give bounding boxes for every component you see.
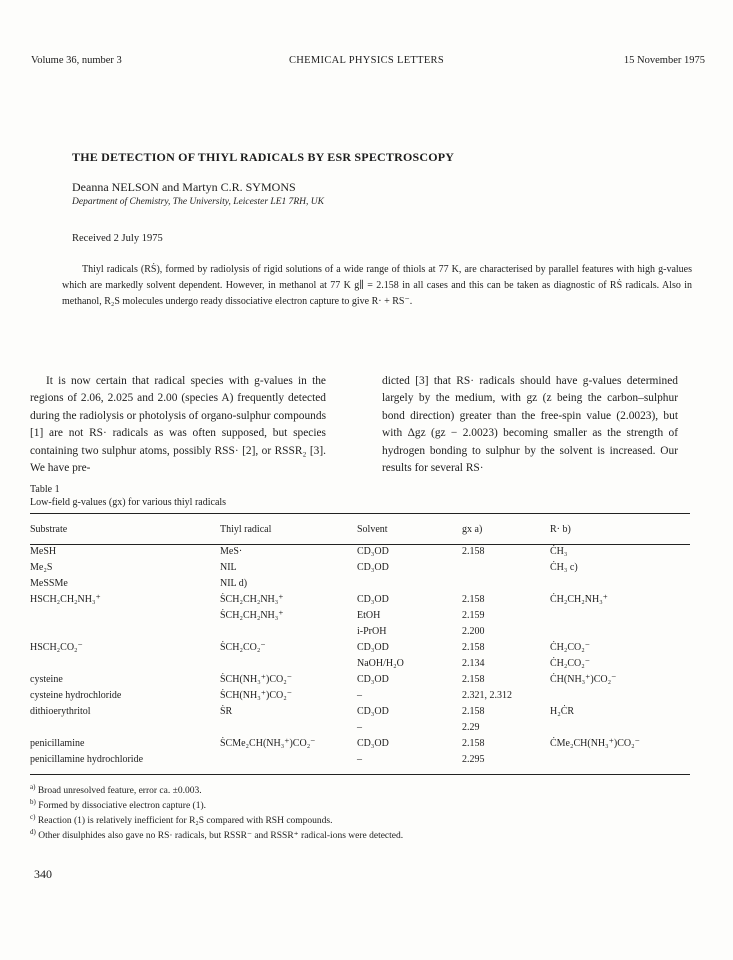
table-cell-solvent: – [357, 754, 362, 765]
table-cell-substrate: cysteine hydrochloride [30, 690, 122, 701]
table-cell-gx-value [462, 560, 550, 576]
footnote-text: Broad unresolved feature, error ca. ±0.003. [37, 786, 202, 797]
table-cell-thiyl-radical: MeS· [220, 546, 243, 557]
table-cell-r-radical: ĊH₂CO₂⁻ [550, 642, 591, 653]
table-cell-gx-value: 2.158 [462, 706, 485, 717]
table-cell-gx-value: 2.158 [462, 674, 485, 685]
table-cell-gx-value [462, 576, 550, 592]
table-row [30, 560, 690, 576]
column-header-solvent: Solvent [357, 523, 388, 535]
table-cell-thiyl-radical: ṠCH₂CH₂NH₃⁺ [220, 594, 284, 605]
footnote-text: Formed by dissociative electron capture (1). [38, 801, 206, 812]
table-row [30, 608, 690, 624]
column-header-gx: gx a) [462, 523, 483, 535]
table-cell-r-radical: ĊH₂CH₂NH₃⁺ [550, 594, 608, 605]
table-row [30, 576, 690, 592]
table-cell-solvent: CD₃OD [357, 738, 389, 749]
table-cell-substrate: MeSH [30, 546, 57, 557]
table-cell-gx-value: 2.295 [462, 754, 485, 765]
footnote-text: Reaction (1) is relatively inefficient for R₂S compared with RSH compounds. [37, 816, 333, 827]
table-row [30, 720, 690, 736]
table-caption: Low-field g-values (gx) for various thiyl radicals [30, 497, 227, 508]
article-authors: Deanna NELSON and Martyn C.R. SYMONS [72, 180, 296, 194]
table-cell-thiyl-radical: NIL [220, 562, 237, 573]
table-row [30, 752, 690, 768]
table-cell-substrate: penicillamine hydrochloride [30, 754, 144, 765]
table-row [30, 592, 690, 608]
g-values-table [30, 514, 690, 768]
issue-date: 15 November 1975 [623, 55, 705, 66]
table-row [30, 544, 690, 560]
table-cell-r-radical: H₂ĊR [550, 706, 575, 717]
table-cell-gx-value: 2.134 [462, 658, 485, 669]
table-cell-gx-value: 2.321, 2.312 [462, 690, 512, 701]
table-header-row [30, 514, 690, 544]
table-cell-gx-value: 2.200 [462, 626, 485, 637]
table-cell-solvent: EtOH [357, 610, 381, 621]
table-cell-substrate [30, 656, 220, 672]
table-cell-thiyl-radical: NIL d) [220, 578, 248, 589]
volume-label: Volume 36, number 3 [31, 55, 122, 66]
table-row [30, 736, 690, 752]
table-cell-substrate [30, 624, 220, 640]
table-row [30, 656, 690, 672]
author-affiliation: Department of Chemistry, The University, Leicester LE1 7RH, UK [72, 197, 324, 207]
table-cell-substrate: dithioerythritol [30, 706, 91, 717]
table-cell-r-radical: ĊH₃ c) [550, 562, 578, 573]
table-cell-r-radical [550, 688, 690, 704]
table-cell-solvent: CD₃OD [357, 674, 389, 685]
table-row [30, 672, 690, 688]
column-header-thiyl-radical: Thiyl radical [220, 523, 272, 535]
table-cell-solvent: CD₃OD [357, 546, 389, 557]
column-header-substrate: Substrate [30, 523, 68, 535]
table-row [30, 688, 690, 704]
table-cell-solvent: i-PrOH [357, 626, 387, 637]
table-cell-substrate: penicillamine [30, 738, 85, 749]
table-cell-r-radical [550, 624, 690, 640]
table-cell-r-radical: ĊH₂CO₂⁻ [550, 658, 591, 669]
table-cell-r-radical [550, 720, 690, 736]
table-cell-gx-value: 2.159 [462, 610, 485, 621]
table-cell-solvent: NaOH/H₂O [357, 658, 404, 669]
footnote [30, 782, 403, 797]
table-cell-thiyl-radical [220, 752, 357, 768]
table-cell-solvent: CD₃OD [357, 594, 389, 605]
table-cell-substrate [30, 720, 220, 736]
table-cell-solvent: CD₃OD [357, 642, 389, 653]
table-cell-substrate: MeSSMe [30, 578, 68, 589]
received-date: Received 2 July 1975 [72, 233, 163, 244]
table-cell-substrate [30, 608, 220, 624]
table-cell-r-radical: ĊMe₂CH(NH₃⁺)CO₂⁻ [550, 738, 640, 749]
footnote-mark: d) [30, 828, 36, 837]
column-header-r-radical: R· b) [550, 523, 571, 535]
table-cell-gx-value: 2.158 [462, 594, 485, 605]
table-cell-thiyl-radical [220, 720, 357, 736]
body-text-right-column: dicted [3] that RS· radicals should have g-values determined largely by the medium, with gz (z being the carbon–sulphur bond direction) greater than the free-spin value (2.0023), but with Δgz (gz − 2.0023) becoming smaller as the strength of hydrogen bonding to sulphur by the solvent is increased. Our results for several RS· [382, 375, 678, 475]
table-cell-thiyl-radical: ṠR [220, 706, 233, 717]
table-cell-r-radical: ĊH₃ [550, 546, 568, 557]
table-cell-r-radical [550, 608, 690, 624]
table-cell-thiyl-radical [220, 624, 357, 640]
table-cell-thiyl-radical: ṠCMe₂CH(NH₃⁺)CO₂⁻ [220, 738, 316, 749]
table-cell-thiyl-radical: ṠCH₂CH₂NH₃⁺ [220, 610, 284, 621]
table-cell-gx-value: 2.158 [462, 642, 485, 653]
table-cell-thiyl-radical: ṠCH₂CO₂⁻ [220, 642, 266, 653]
table-cell-gx-value: 2.158 [462, 546, 485, 557]
table-cell-r-radical [550, 752, 690, 768]
table-cell-gx-value: 2.158 [462, 738, 485, 749]
table-cell-solvent: – [357, 690, 362, 701]
table-cell-r-radical: ĊH(NH₃⁺)CO₂⁻ [550, 674, 617, 685]
table-cell-substrate: HSCH₂CH₂NH₃⁺ [30, 594, 101, 605]
footnote [30, 827, 403, 842]
table-cell-substrate: Me₂S [30, 562, 53, 573]
footnote [30, 812, 403, 827]
footnote-mark: a) [30, 783, 36, 791]
page-number: 340 [34, 867, 52, 881]
body-text-left-column: It is now certain that radical species with g-values in the regions of 2.06, 2.025 and 2.00 (species A) frequently detected during the radiolysis or photolysis of organo-sulphur compounds [1] are not RS· radicals as was often supposed, but species containing two sulphur atoms, possibly RSS· [2], or RSSR₂ [3]. We have pre- [30, 375, 326, 475]
table-cell-solvent [357, 576, 462, 592]
table-cell-gx-value: 2.29 [462, 722, 480, 733]
table-cell-r-radical [550, 576, 690, 592]
table-cell-solvent: – [357, 722, 362, 733]
table-row [30, 624, 690, 640]
footnote-mark: b) [30, 798, 36, 807]
table-cell-thiyl-radical: ṠCH(NH₃⁺)CO₂⁻ [220, 690, 292, 701]
table-bottom-rule [30, 774, 690, 775]
table-cell-thiyl-radical [220, 656, 357, 672]
table-cell-solvent: CD₃OD [357, 706, 389, 717]
table-cell-substrate: HSCH₂CO₂⁻ [30, 642, 83, 653]
journal-name: CHEMICAL PHYSICS LETTERS [289, 55, 444, 66]
article-title: THE DETECTION OF THIYL RADICALS BY ESR SPECTROSCOPY [72, 150, 455, 164]
table-cell-solvent: CD₃OD [357, 562, 389, 573]
footnote-text: Other disulphides also gave no RS· radicals, but RSSR⁻ and RSSR⁺ radical-ions were detected. [38, 831, 404, 842]
footnote [30, 797, 403, 812]
table-cell-thiyl-radical: ṠCH(NH₃⁺)CO₂⁻ [220, 674, 292, 685]
table-row [30, 704, 690, 720]
table-label: Table 1 [30, 484, 60, 495]
footnote-mark: c) [30, 813, 36, 822]
table-row [30, 640, 690, 656]
table-footnotes [30, 782, 403, 843]
abstract: Thiyl radicals (RṠ), formed by radiolysis of rigid solutions of a wide range of thiols at 77 K, are characterised by parallel features with high g-values which are markedly solvent dependent. However, in methanol at 77 K g∥ = 2.158 in all cases and this can be taken as diagnostic of RṠ radicals. Also in methanol, R₂S molecules undergo ready dissociative electron capture to give R· + RS⁻. [62, 264, 692, 307]
table-cell-substrate: cysteine [30, 674, 63, 685]
